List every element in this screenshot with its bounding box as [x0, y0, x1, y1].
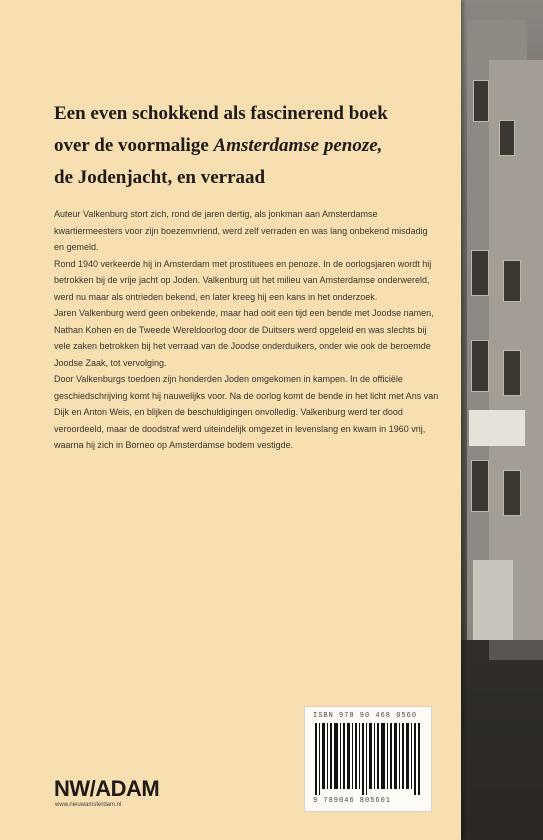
- headline-line-3: de Jodenjacht, en verraad: [54, 167, 266, 188]
- publisher-logo: NW/ADAM: [54, 776, 160, 801]
- headline-line-1: Een even schokkend als fascinerend boek: [54, 103, 388, 124]
- blurb-paragraph: Jaren Valkenburg werd geen onbekende, maar had ooit een tijd een bende met Joodse namen, Nathan Kohen en de Tweede Wereldoorlog door de Duitsers werd opgeleid en was slechts bij vele zaken betrokken bij het verraad van de Joodse onderduikers, onder wie ook de beroemde Joodse Zaak, tot vervolging.: [54, 308, 434, 368]
- blurb-paragraph: Door Valkenburgs toedoen zijn honderden Joden omgekomen in kampen. In de officiële geschiedschrijving komt hij nauwelijks voor. Na de oorlog komt de bende in het licht met Ans van Dijk en Anton Weis, en blijken de beschuldigingen onvolledig. Valkenburg werd ter dood veroordeeld, maar de doodstraf werd uiteindelijk omgezet in levenslang en kwam in 1960 vrij, waarna hij zich in Borneo op Amsterdamse bodem vestigde.: [54, 374, 439, 450]
- barcode-bars: [315, 723, 421, 795]
- headline: [54, 98, 444, 194]
- publisher-tagline: www.nieuwamsterdam.nl: [55, 802, 122, 808]
- blurb-paragraph: Rond 1940 verkeerde hij in Amsterdam met prostituees en penoze. In de oorlogsjaren wordt hij betrokken bij de vrije jacht op Joden. Valkenburg uit het milieu van Amsterdamse onderwereld, werd nu maar als ontrieden bekend, en later kreeg hij een kans in het onderzoek.: [54, 258, 432, 302]
- barcode-bottom-digits: 9 789046 805601: [313, 797, 392, 805]
- isbn-barcode: [304, 706, 432, 812]
- canal-photo: [459, 0, 543, 840]
- blurb: [54, 206, 440, 454]
- headline-line-2-text: over de voormalige: [54, 135, 214, 156]
- headline-line-2: [54, 130, 444, 162]
- blurb-paragraph: Auteur Valkenburg stort zich, rond de jaren dertig, als jonkman aan Amsterdamse kwartiermeesters voor zijn boezemvriend, werd zelf verraden en was lang onbekend misdadig en gemeld.: [54, 209, 428, 252]
- barcode-top-digits: ISBN 978 90 468 0560: [313, 712, 418, 720]
- headline-line-2-italic: Amsterdamse penoze,: [213, 135, 383, 156]
